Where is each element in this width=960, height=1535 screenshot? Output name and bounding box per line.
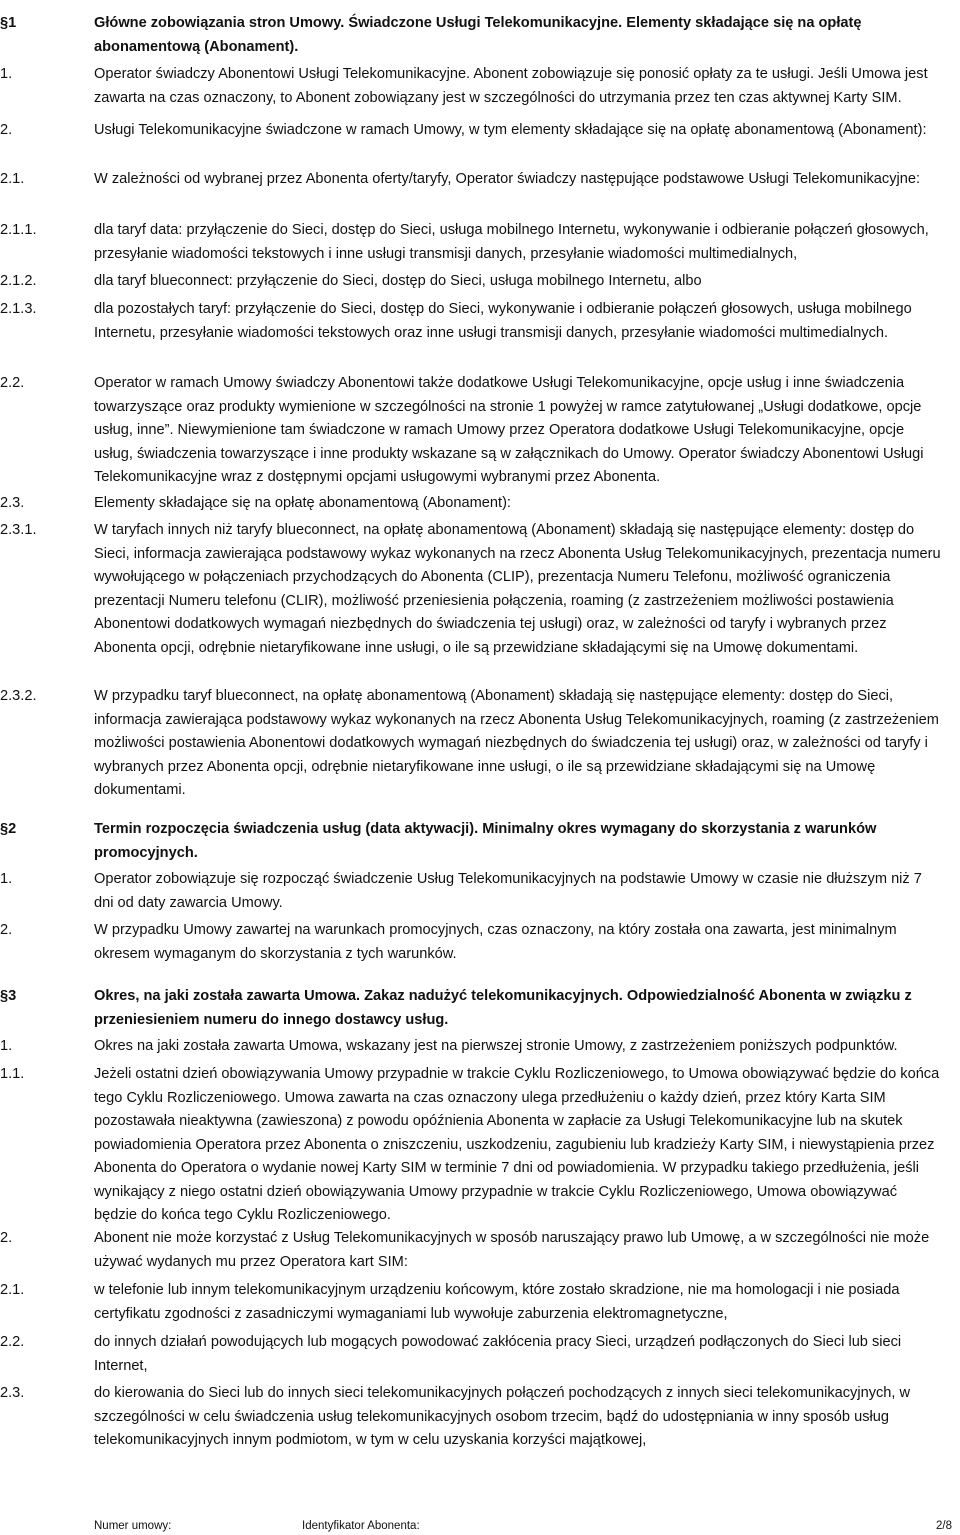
clause-number: 1. <box>0 1038 13 1054</box>
clause-text: w telefonie lub innym telekomunikacyjnym urządzeniu końcowym, które zostało skradzione, nie ma homologacji i nie posiada certyfikatu zgodności z zasadniczymi wymaganiami lub wywołuje zaburzenia elektromagnetyczne, <box>94 1282 900 1322</box>
clause-text: Operator zobowiązuje się rozpocząć świadczenie Usług Telekomunikacyjnych na podstawie Umowy w czasie nie dłuższym niż 7 dni od daty zawarcia Umowy. <box>94 871 922 911</box>
clause-text: dla taryf blueconnect: przyłączenie do Sieci, dostęp do Sieci, usługa mobilnego Internetu, albo <box>94 273 702 289</box>
section-number: §1 <box>0 15 17 31</box>
clause-number: 2.1.1. <box>0 222 37 238</box>
clause-number: 2.2. <box>0 375 25 391</box>
clause-number: 2.1. <box>0 1282 25 1298</box>
clause-text: Elementy składające się na opłatę abonamentową (Abonament): <box>94 495 511 511</box>
clause-number: 2.3.2. <box>0 688 37 704</box>
clause-number: 1. <box>0 66 13 82</box>
clause-text: do kierowania do Sieci lub do innych sieci telekomunikacyjnych połączeń pochodzących z innych sieci telekomunikacyjnych, w szczególności w celu świadczenia usług telekomunikacyjnych osobom trzecim, bądź do udostępniania w inny sposób usług telekomunikacyjnych innym podmiotom, w tym w celu uzyskania korzyści majątkowej, <box>94 1385 911 1448</box>
clause-number: 2.3.1. <box>0 522 37 538</box>
clause-number: 2. <box>0 1230 13 1246</box>
section-title: Termin rozpoczęcia świadczenia usług (data aktywacji). Minimalny okres wymagany do skorzystania z warunków promocyjnych. <box>94 821 877 861</box>
clause-text: dla pozostałych taryf: przyłączenie do Sieci, dostęp do Sieci, wykonywanie i odbieranie połączeń głosowych, usługa mobilnego Internetu, przesyłanie wiadomości tekstowych oraz inne usługi transmisji danych, przesyłanie wiadomości multimedialnych. <box>94 301 912 341</box>
section-number: §2 <box>0 821 17 837</box>
clause-text: W przypadku Umowy zawartej na warunkach promocyjnych, czas oznaczony, na który została ona zawarta, jest minimalnym okresem wymaganym do skorzystania z tych warunków. <box>94 922 897 962</box>
clause-text: do innych działań powodujących lub mogących powodować zakłócenia pracy Sieci, urządzeń podłączonych do Sieci lub sieci Internet, <box>94 1334 902 1374</box>
clause-text: Operator w ramach Umowy świadczy Abonentowi także dodatkowe Usługi Telekomunikacyjne, opcje usług i inne świadczenia towarzyszące oraz produkty wymienione w szczególności na stronie 1 powyżej w ramce zatytułowanej „Usługi dodatkowe, opcje usług, inne”. Niewymienione tam świadczone w ramach Umowy przez Operatora dodatkowe Usługi Telekomunikacyjne, opcje usług, świadczenia towarzyszące i inne produkty wskazane są w załącznikach do Umowy. Operator świadczy Abonentowi Usługi Telekomunikacyjne wraz z dostępnymi opcjami usługowymi wybranymi przez Abonenta. <box>94 375 924 485</box>
clause-number: 1. <box>0 871 13 887</box>
clause-text: dla taryf data: przyłączenie do Sieci, dostęp do Sieci, usługa mobilnego Internetu, wykonywanie i odbieranie połączeń głosowych, przesyłanie wiadomości tekstowych i inne usługi transmisji danych, przesyłanie wiadomości multimedialnych, <box>94 222 929 262</box>
subscriber-id-label: Identyfikator Abonenta: <box>302 1520 420 1532</box>
section-title: Okres, na jaki została zawarta Umowa. Zakaz nadużyć telekomunikacyjnych. Odpowiedzialność Abonenta w związku z przeniesieniem numeru do innego dostawcy usług. <box>94 988 912 1028</box>
clause-text: Usługi Telekomunikacyjne świadczone w ramach Umowy, w tym elementy składające się na opłatę abonamentową (Abonament): <box>94 122 927 138</box>
section-number: §3 <box>0 988 17 1004</box>
clause-text: Jeżeli ostatni dzień obowiązywania Umowy przypadnie w trakcie Cyklu Rozliczeniowego, to Umowa obowiązywać będzie do końca tego Cyklu Rozliczeniowego. Umowa zawarta na czas oznaczony ulega przedłużeniu o każdy dzień, przez który Karta SIM pozostawała nieaktywna (zawieszona) z powodu opóźnienia Abonenta w zapłacie za Usługi Telekomunikacyjne lub na skutek powiadomienia Operatora przez Abonenta o zniszczeniu, uszkodzeniu, zagubieniu lub kradzieży Karty SIM, i niewystąpienia przez Abonenta do Operatora o wydanie nowej Karty SIM w terminie 7 dni od powiadomienia. W przypadku takiego przedłużenia, jeśli wynikający z niego ostatni dzień obowiązywania Umowy przypadnie w trakcie Cyklu Rozliczeniowego, Umowa obowiązywać będzie do końca tego Cyklu Rozliczeniowego. <box>94 1066 940 1223</box>
clause-text: W taryfach innych niż taryfy blueconnect, na opłatę abonamentową (Abonament) składają się następujące elementy: dostęp do Sieci, informacja zawierająca podstawowy wykaz wykonanych na rzecz Abonenta Usług Telekomunikacyjnych, prezentacja numeru wywołującego w połączeniach przychodzących do Abonenta (CLIP), prezentacja Numeru Telefonu, możliwość ograniczenia prezentacji Numeru telefonu (CLIR), możliwość przeniesienia połączenia, roaming (z zastrzeżeniem możliwości postawienia Abonentowi dodatkowych wymagań niezbędnych do świadczenia tej usługi) oraz, w zależności od taryfy i wybranych przez Abonenta opcji, odrębnie nietaryfikowane inne usługi, o ile są przewidziane składającymi się na Umowę dokumentami. <box>94 522 941 656</box>
contract-number-label: Numer umowy: <box>94 1520 172 1532</box>
clause-number: 2.2. <box>0 1334 25 1350</box>
clause-number: 2. <box>0 922 13 938</box>
clause-text: W przypadku taryf blueconnect, na opłatę abonamentową (Abonament) składają się następujące elementy: dostęp do Sieci, informacja zawierająca podstawowy wykaz wykonanych na rzecz Abonenta Usług Telekomunikacyjnych, roaming (z zastrzeżeniem możliwości postawienia Abonentowi dodatkowych wymagań niezbędnych do świadczenia tej usługi) oraz, w zależności od taryfy i wybranych przez Abonenta opcji, odrębnie nietaryfikowane inne usługi, o ile są przewidziane składającymi się na Umowę dokumentami. <box>94 688 939 798</box>
clause-number: 2. <box>0 122 13 138</box>
clause-number: 2.3. <box>0 1385 25 1401</box>
page-number: 2/8 <box>936 1520 952 1532</box>
clause-number: 2.1. <box>0 171 25 187</box>
clause-number: 2.1.3. <box>0 301 37 317</box>
clause-text: Abonent nie może korzystać z Usług Telekomunikacyjnych w sposób naruszający prawo lub Umowę, a w szczególności nie może używać wydanych mu przez Operatora kart SIM: <box>94 1230 930 1270</box>
clause-text: W zależności od wybranej przez Abonenta oferty/taryfy, Operator świadczy następujące podstawowe Usługi Telekomunikacyjne: <box>94 171 921 187</box>
section-title: Główne zobowiązania stron Umowy. Świadczone Usługi Telekomunikacyjne. Elementy składające się na opłatę abonamentową (Abonament). <box>94 15 862 55</box>
clause-number: 2.1.2. <box>0 273 37 289</box>
clause-number: 1.1. <box>0 1066 25 1082</box>
clause-text: Okres na jaki została zawarta Umowa, wskazany jest na pierwszej stronie Umowy, z zastrzeżeniem poniższych podpunktów. <box>94 1038 898 1054</box>
clause-text: Operator świadczy Abonentowi Usługi Telekomunikacyjne. Abonent zobowiązuje się ponosić opłaty za te usługi. Jeśli Umowa jest zawarta na czas oznaczony, to Abonent zobowiązany jest w szczególności do utrzymania przez ten czas aktywnej Karty SIM. <box>94 66 928 106</box>
clause-number: 2.3. <box>0 495 25 511</box>
